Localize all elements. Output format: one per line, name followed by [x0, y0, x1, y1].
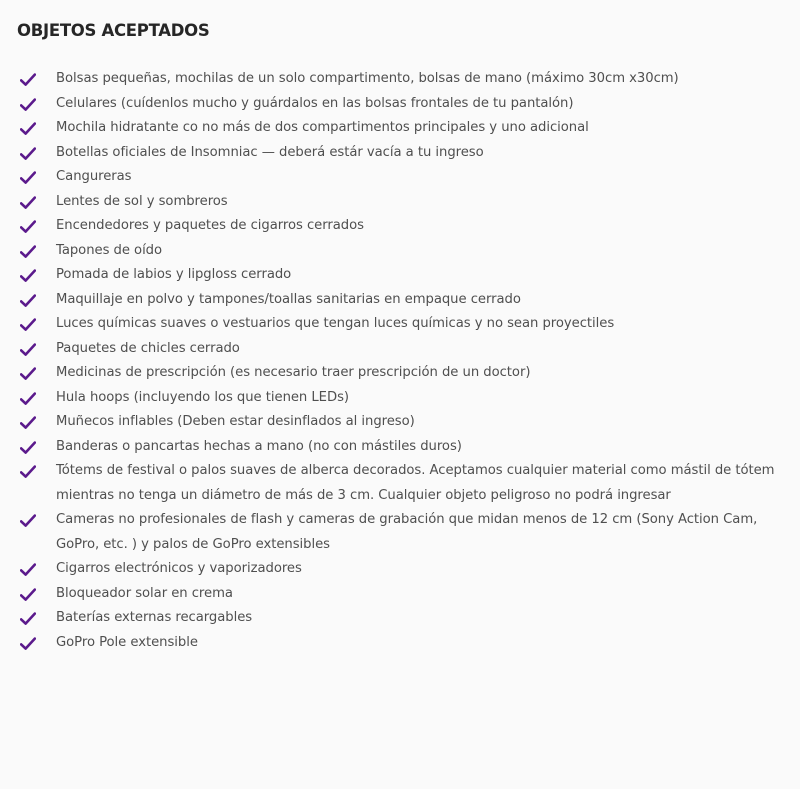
- checkmark-icon: [20, 122, 36, 136]
- list-item: [17, 508, 782, 557]
- list-item-text: Cigarros electrónicos y vaporizadores: [56, 561, 302, 576]
- list-item-text: Botellas oficiales de Insomniac — deberá estár vacía a tu ingreso: [56, 144, 484, 160]
- list-item-text: Encendedores y paquetes de cigarros cerrados: [56, 218, 364, 233]
- checkmark-icon: [20, 245, 36, 259]
- checkmark-icon: [20, 343, 36, 357]
- checkmark-icon: [20, 196, 36, 210]
- list-item-text: Medicinas de prescripción (es necesario traer prescripción de un doctor): [56, 365, 531, 380]
- checkmark-icon: [20, 637, 36, 651]
- checkmark-icon: [20, 98, 36, 112]
- list-item-text: Lentes de sol y sombreros: [56, 193, 228, 209]
- checkmark-icon: [20, 392, 36, 406]
- list-item-text: Baterías externas recargables: [56, 610, 253, 625]
- list-item: [17, 312, 782, 337]
- checkmark-icon: [20, 318, 36, 332]
- list-item: [17, 92, 782, 117]
- accepted-items-list: [17, 67, 782, 655]
- list-item: [17, 141, 782, 166]
- list-item: [17, 116, 782, 141]
- list-item: [17, 557, 782, 582]
- list-item-text: Paquetes de chicles cerrado: [56, 340, 240, 356]
- list-item: [17, 631, 782, 656]
- list-item-text: GoPro Pole extensible: [56, 634, 198, 650]
- list-item: [17, 386, 782, 411]
- checkmark-icon: [20, 147, 36, 161]
- checkmark-icon: [20, 416, 36, 430]
- list-item-text: Hula hoops (incluyendo los que tienen LEDs): [56, 389, 349, 405]
- checkmark-icon: [20, 588, 36, 602]
- list-item-text: Pomada de labios y lipgloss cerrado: [56, 267, 292, 282]
- checkmark-icon: [20, 441, 36, 455]
- list-item-text: Maquillaje en polvo y tampones/toallas sanitarias en empaque cerrado: [56, 291, 521, 307]
- list-item: [17, 606, 782, 631]
- list-item-text: Tapones de oído: [56, 242, 163, 258]
- list-item: [17, 67, 782, 92]
- list-item: [17, 337, 782, 362]
- checkmark-icon: [20, 514, 36, 528]
- checkmark-icon: [20, 73, 36, 87]
- checkmark-icon: [20, 612, 36, 626]
- section-title: OBJETOS ACEPTADOS: [17, 21, 210, 40]
- list-item-text: Tótems de festival o palos suaves de alberca decorados. Aceptamos cualquier material como mástil de tótem mientras no tenga un diámetro de más de 3 cm. Cualquier objeto peligroso no podrá ingresar: [56, 463, 775, 503]
- list-item: [17, 263, 782, 288]
- checkmark-icon: [20, 220, 36, 234]
- list-item: [17, 410, 782, 435]
- checkmark-icon: [20, 171, 36, 185]
- checkmark-icon: [20, 563, 36, 577]
- list-item-text: Banderas o pancartas hechas a mano (no con mástiles duros): [56, 438, 462, 454]
- list-item: [17, 361, 782, 386]
- checkmark-icon: [20, 367, 36, 381]
- list-item-text: Cameras no profesionales de flash y cameras de grabación que midan menos de 12 cm (Sony Action Cam, GoPro, etc. ) y palos de GoPro extensibles: [56, 512, 758, 552]
- list-item: [17, 239, 782, 264]
- list-item-text: Bolsas pequeñas, mochilas de un solo compartimento, bolsas de mano (máximo 30cm x30cm): [56, 71, 679, 86]
- checkmark-icon: [20, 269, 36, 283]
- checkmark-icon: [20, 465, 36, 479]
- checkmark-icon: [20, 294, 36, 308]
- list-item: [17, 582, 782, 607]
- list-item-text: Celulares (cuídenlos mucho y guárdalos en las bolsas frontales de tu pantalón): [56, 95, 574, 111]
- list-item: [17, 435, 782, 460]
- list-item-text: Mochila hidratante co no más de dos compartimentos principales y uno adicional: [56, 120, 589, 135]
- list-item: [17, 288, 782, 313]
- list-item-text: Luces químicas suaves o vestuarios que tengan luces químicas y no sean proyectiles: [56, 316, 615, 331]
- list-item-text: Bloqueador solar en crema: [56, 585, 233, 601]
- list-item: [17, 190, 782, 215]
- list-item: [17, 165, 782, 190]
- list-item: [17, 459, 782, 508]
- list-item: [17, 214, 782, 239]
- list-item-text: Muñecos inflables (Deben estar desinflados al ingreso): [56, 414, 415, 429]
- list-item-text: Cangureras: [56, 169, 132, 184]
